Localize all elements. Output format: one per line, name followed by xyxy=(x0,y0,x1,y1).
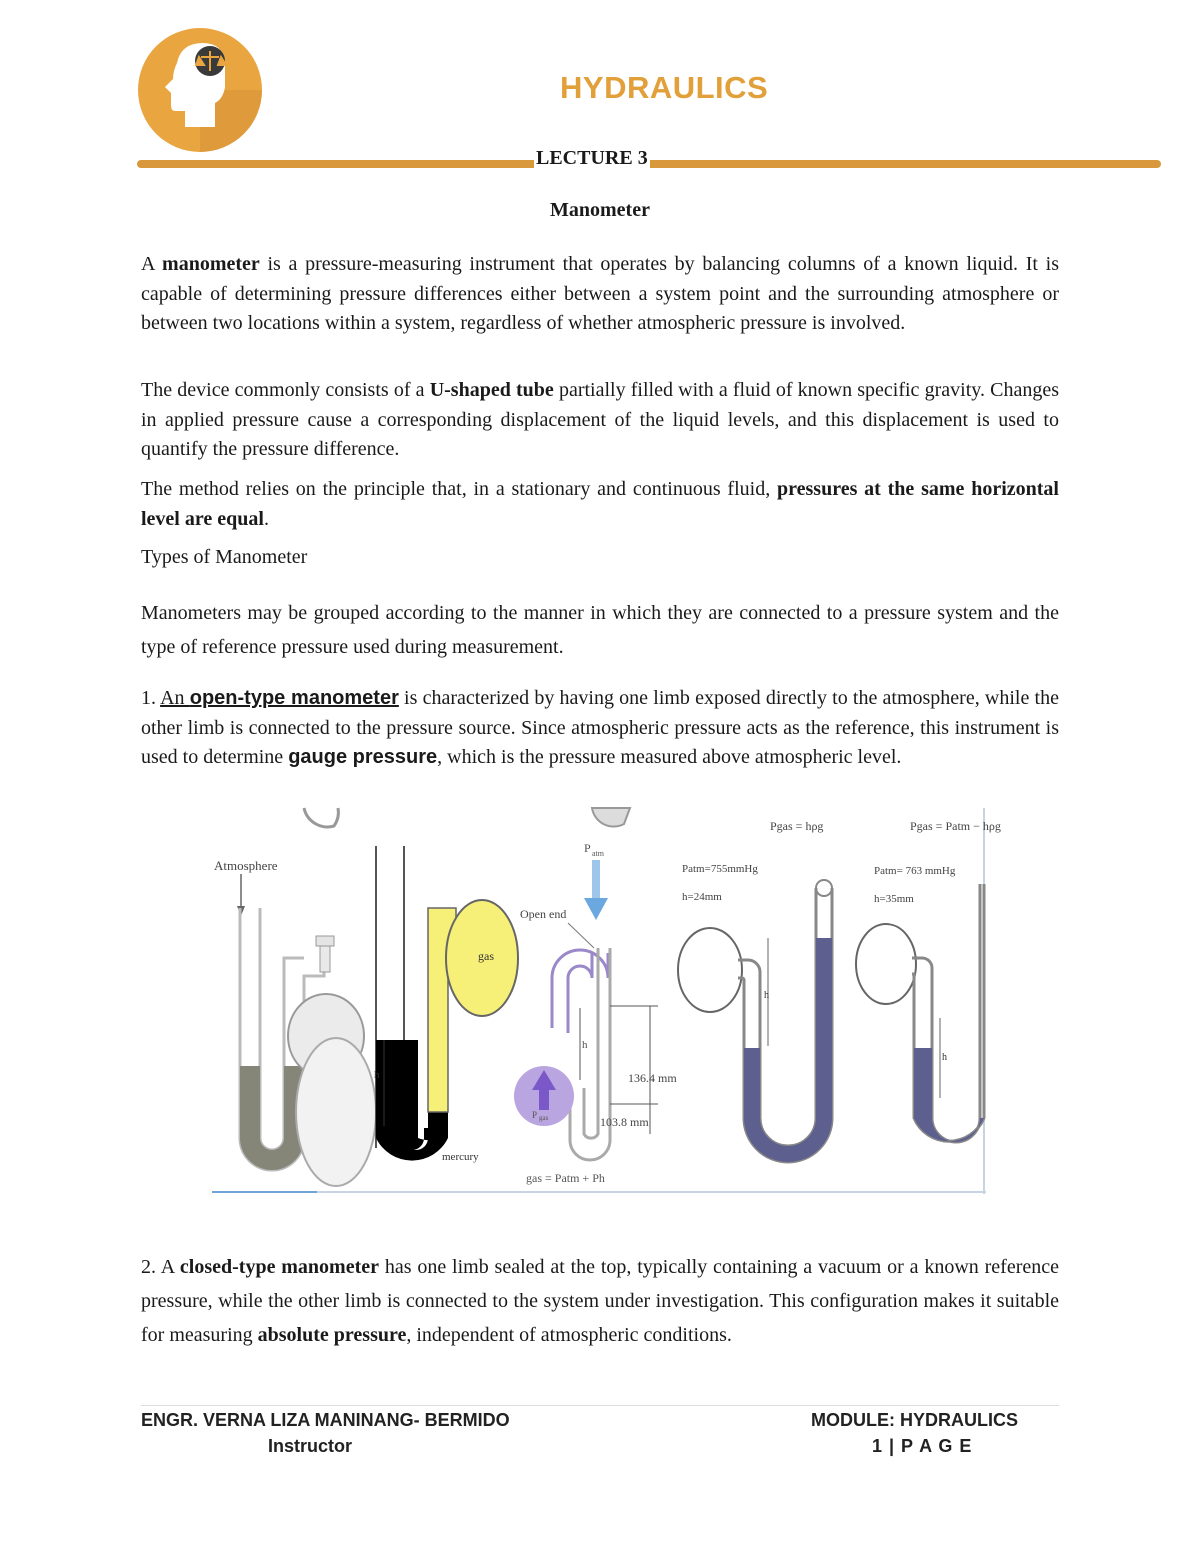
equation-top-2: Pgas = Patm − hρg xyxy=(910,819,1001,833)
footer-module: MODULE: HYDRAULICS xyxy=(811,1410,1018,1430)
closed-type-paragraph: 2. A closed-type manometer has one limb sealed at the top, typically containing a vacuum or a known reference pressure, while the other limb is connected to the system under investigation. This configuration makes it suitable for measuring absolute pressure, independent of atmospheric conditions. xyxy=(141,1256,1059,1346)
header-title: HYDRAULICS xyxy=(560,70,769,105)
footer-divider xyxy=(141,1405,1059,1406)
note-1-h: h=24mm xyxy=(682,891,722,903)
equation-bottom: gas = Patm + Ph xyxy=(526,1171,605,1185)
note-2-patm: Patm= 763 mmHg xyxy=(874,865,956,877)
atmosphere-label: Atmosphere xyxy=(214,858,278,873)
h-label-1: h xyxy=(374,1069,380,1081)
section-title: Manometer xyxy=(550,199,650,221)
pgas-label: P xyxy=(532,1110,538,1120)
h-label-2: h xyxy=(582,1039,588,1051)
h-label-3: h xyxy=(764,990,769,1001)
intro-paragraph-3: The method relies on the principle that, in a stationary and continuous fluid, pressures at the same horizontal level are equal. xyxy=(141,478,1059,530)
mercury-label: mercury xyxy=(442,1151,479,1163)
note-1-patm: Patm=755mmHg xyxy=(682,863,758,875)
footer-page-number: 1 | P A G E xyxy=(872,1436,973,1456)
intro-paragraph-2: The device commonly consists of a U-shaped tube partially filled with a fluid of known specific gravity. Changes in applied pressure cause a corresponding displacement of the liquid levels, and this displacement is used to quantify the pressure difference. xyxy=(141,379,1059,460)
lecture-number: LECTURE 3 xyxy=(536,147,648,169)
gas-label: gas xyxy=(478,949,494,963)
h-label-4: h xyxy=(942,1052,947,1063)
head-balance-logo-icon xyxy=(137,27,263,153)
manometer-figure xyxy=(212,808,1001,1194)
types-intro: Manometers may be grouped according to the manner in which they are connected to a pressure system and the type of reference pressure used during measurement. xyxy=(141,602,1059,658)
footer-instructor-role: Instructor xyxy=(268,1436,353,1456)
dimension-136-label: 136.4 mm xyxy=(628,1071,677,1085)
svg-text:atm: atm xyxy=(592,849,604,858)
types-heading: Types of Manometer xyxy=(141,546,308,568)
footer-instructor-name: ENGR. VERNA LIZA MANINANG- BERMIDO xyxy=(141,1410,510,1430)
svg-text:gas: gas xyxy=(539,1114,549,1122)
intro-paragraph-1: A manometer is a pressure-measuring instrument that operates by balancing columns of a known liquid. It is capable of determining pressure differences either between a system point and the surrounding atmosphere or between two locations within a system, regardless of whether atmospheric pressure is involved. xyxy=(141,253,1059,334)
dimension-103-label: 103.8 mm xyxy=(600,1115,649,1129)
note-2-h: h=35mm xyxy=(874,893,914,905)
open-end-label: Open end xyxy=(520,907,567,921)
open-type-paragraph: 1. An open-type manometer is characterized by having one limb exposed directly to the atmosphere, while the other limb is connected to the pressure source. Since atmospheric pressure acts as the reference, this instrument is used to determine gauge pressure, which is the pressure measured above atmospheric level. xyxy=(141,687,1059,768)
equation-top-1: Pgas = hρg xyxy=(770,819,824,833)
patm-label: P xyxy=(584,841,591,855)
